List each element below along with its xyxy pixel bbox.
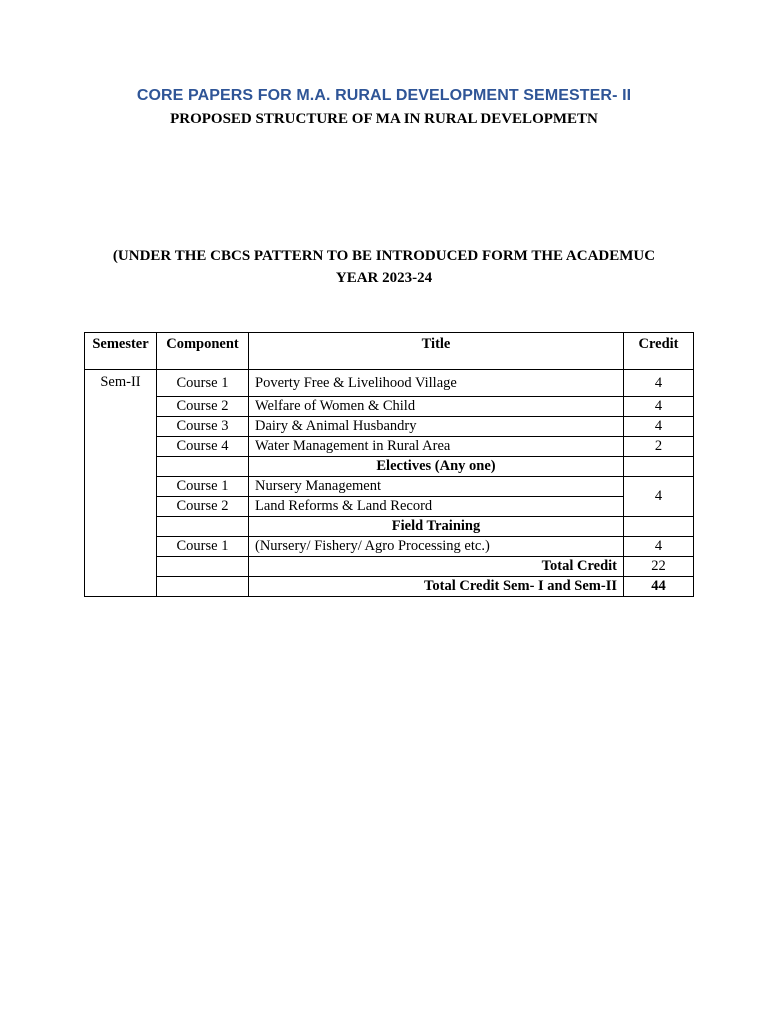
cbcs-note-line-2: YEAR 2023-24 <box>335 270 433 286</box>
credit-cell: 4 <box>624 397 694 417</box>
title-cell: Dairy & Animal Husbandry <box>249 417 624 437</box>
electives-heading: Electives (Any one) <box>249 457 624 477</box>
table-row <box>85 497 694 517</box>
title-cell: Nursery Management <box>249 477 624 497</box>
component-cell: Course 4 <box>157 437 249 457</box>
grand-total-value: 44 <box>624 577 694 597</box>
credit-cell: 4 <box>624 370 694 397</box>
table-row <box>85 397 694 417</box>
column-header-title: Title <box>249 333 624 370</box>
component-cell: Course 3 <box>157 417 249 437</box>
document-subtitle: PROPOSED STRUCTURE OF MA IN RURAL DEVELOPMETN <box>170 111 598 127</box>
table-row <box>85 437 694 457</box>
component-cell: Course 2 <box>157 497 249 517</box>
field-training-heading: Field Training <box>249 517 624 537</box>
electives-heading-row <box>85 457 694 477</box>
title-cell: Poverty Free & Livelihood Village <box>249 370 624 397</box>
course-structure-table <box>84 332 694 597</box>
table-row <box>85 417 694 437</box>
grand-total-label: Total Credit Sem- I and Sem-II <box>249 577 624 597</box>
table-row <box>85 537 694 557</box>
credit-cell: 2 <box>624 437 694 457</box>
title-cell: Welfare of Women & Child <box>249 397 624 417</box>
component-cell: Course 1 <box>157 537 249 557</box>
electives-credit-cell: 4 <box>624 477 694 517</box>
cbcs-note <box>80 245 688 289</box>
table-row <box>85 370 694 397</box>
title-cell: Land Reforms & Land Record <box>249 497 624 517</box>
total-credit-label: Total Credit <box>249 557 624 577</box>
cbcs-note-line-1: (UNDER THE CBCS PATTERN TO BE INTRODUCED FORM THE ACADEMUC <box>112 248 656 264</box>
grand-total-row <box>85 577 694 597</box>
table-row <box>85 477 694 497</box>
title-cell: Water Management in Rural Area <box>249 437 624 457</box>
total-credit-row <box>85 557 694 577</box>
component-cell: Course 1 <box>157 370 249 397</box>
component-cell: Course 1 <box>157 477 249 497</box>
column-header-credit: Credit <box>624 333 694 370</box>
column-header-semester: Semester <box>85 333 157 370</box>
column-header-component: Component <box>157 333 249 370</box>
document-title: CORE PAPERS FOR M.A. RURAL DEVELOPMENT SEMESTER- II <box>136 87 632 104</box>
credit-cell: 4 <box>624 537 694 557</box>
component-cell: Course 2 <box>157 397 249 417</box>
total-credit-value: 22 <box>624 557 694 577</box>
title-cell: (Nursery/ Fishery/ Agro Processing etc.) <box>249 537 624 557</box>
credit-cell: 4 <box>624 417 694 437</box>
semester-cell: Sem-II <box>85 370 157 597</box>
table-header-row <box>85 333 694 370</box>
field-training-heading-row <box>85 517 694 537</box>
